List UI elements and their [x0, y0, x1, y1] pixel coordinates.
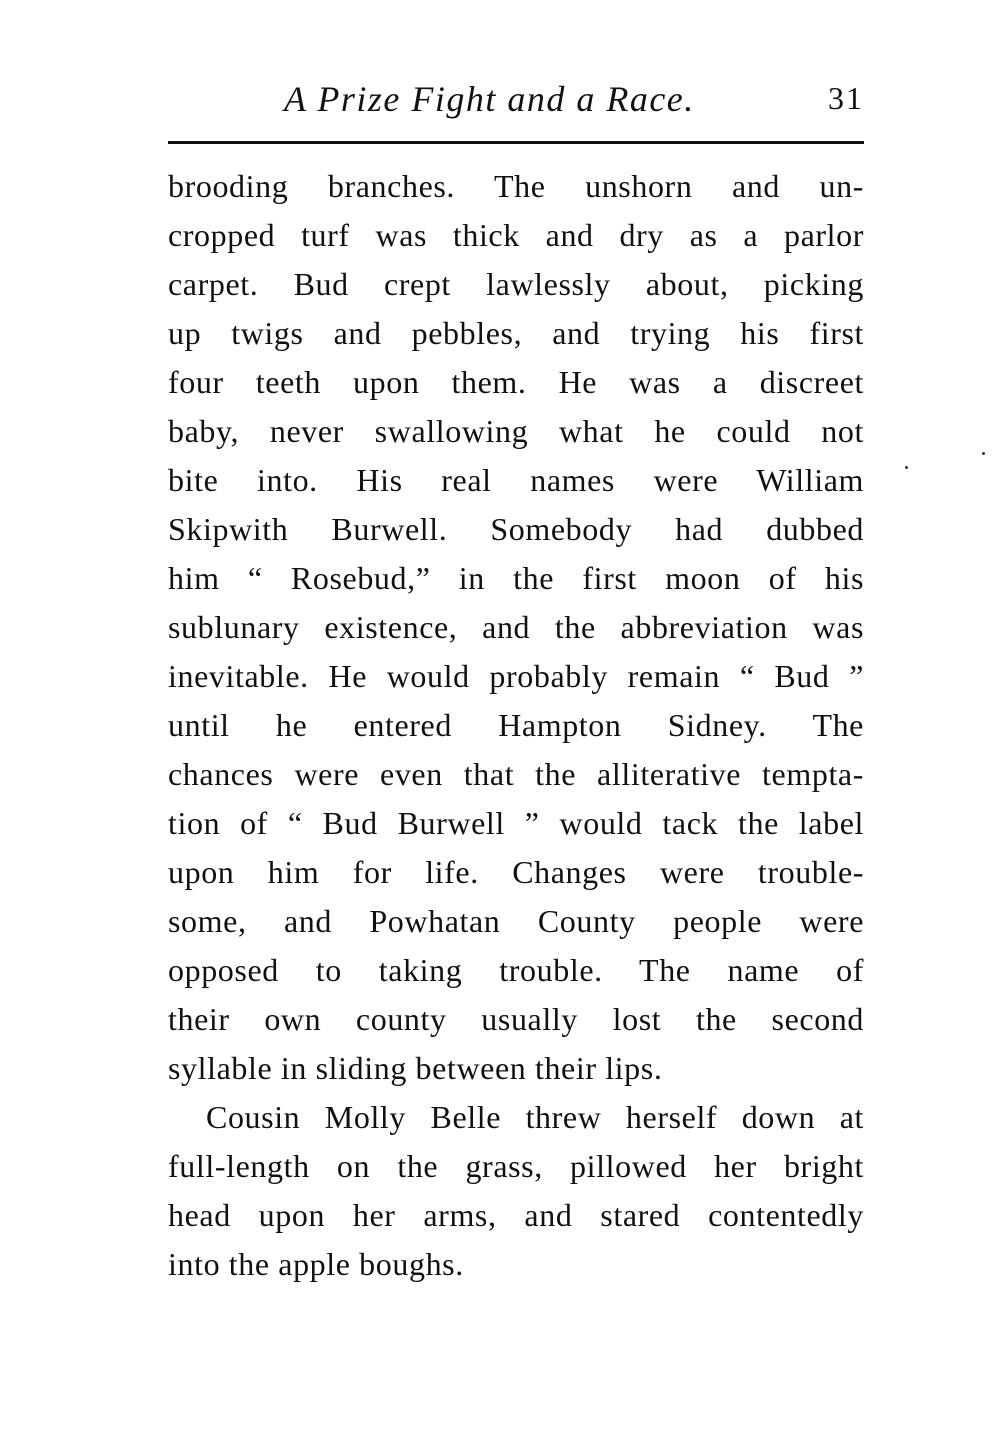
- text-line: inevitable. He would probably remain “ Bud ”: [168, 658, 864, 694]
- running-title: A Prize Fight and a Race.: [284, 79, 695, 119]
- text-line: tion of “ Bud Burwell ” would tack the label: [168, 805, 864, 841]
- text-line: baby, never swallowing what he could not: [168, 413, 864, 449]
- text-line: chances were even that the alliterative tempta-: [168, 756, 864, 792]
- text-line: their own county usually lost the second: [168, 1001, 864, 1037]
- text-line: brooding branches. The unshorn and un-: [168, 168, 864, 204]
- text-line: four teeth upon them. He was a discreet: [168, 364, 864, 400]
- text-line: upon him for life. Changes were trouble-: [168, 854, 864, 890]
- text-line: syllable in sliding between their lips.: [168, 1050, 663, 1086]
- paragraph-2: [168, 1093, 864, 1289]
- text-line: Cousin Molly Belle threw herself down at: [206, 1099, 864, 1135]
- text-line: cropped turf was thick and dry as a parlor: [168, 217, 864, 253]
- text-line: opposed to taking trouble. The name of: [168, 952, 864, 988]
- text-line: full-length on the grass, pillowed her bright: [168, 1148, 864, 1184]
- body-text: [168, 162, 864, 1289]
- text-line: into the apple boughs.: [168, 1246, 464, 1282]
- ink-speck: [905, 466, 908, 469]
- paragraph-1: [168, 162, 864, 1093]
- page-number: 31: [828, 80, 864, 116]
- text-line: sublunary existence, and the abbreviation was: [168, 609, 864, 645]
- ink-speck: [982, 452, 985, 455]
- running-head: [168, 78, 864, 128]
- text-line: him “ Rosebud,” in the first moon of his: [168, 560, 864, 596]
- text-line: carpet. Bud crept lawlessly about, picking: [168, 266, 864, 302]
- text-line: some, and Powhatan County people were: [168, 903, 864, 939]
- text-line: head upon her arms, and stared contentedly: [168, 1197, 864, 1233]
- header-rule: [168, 141, 864, 144]
- text-line: until he entered Hampton Sidney. The: [168, 707, 864, 743]
- text-line: up twigs and pebbles, and trying his first: [168, 315, 864, 351]
- text-line: bite into. His real names were William: [168, 462, 864, 498]
- text-line: Skipwith Burwell. Somebody had dubbed: [168, 511, 864, 547]
